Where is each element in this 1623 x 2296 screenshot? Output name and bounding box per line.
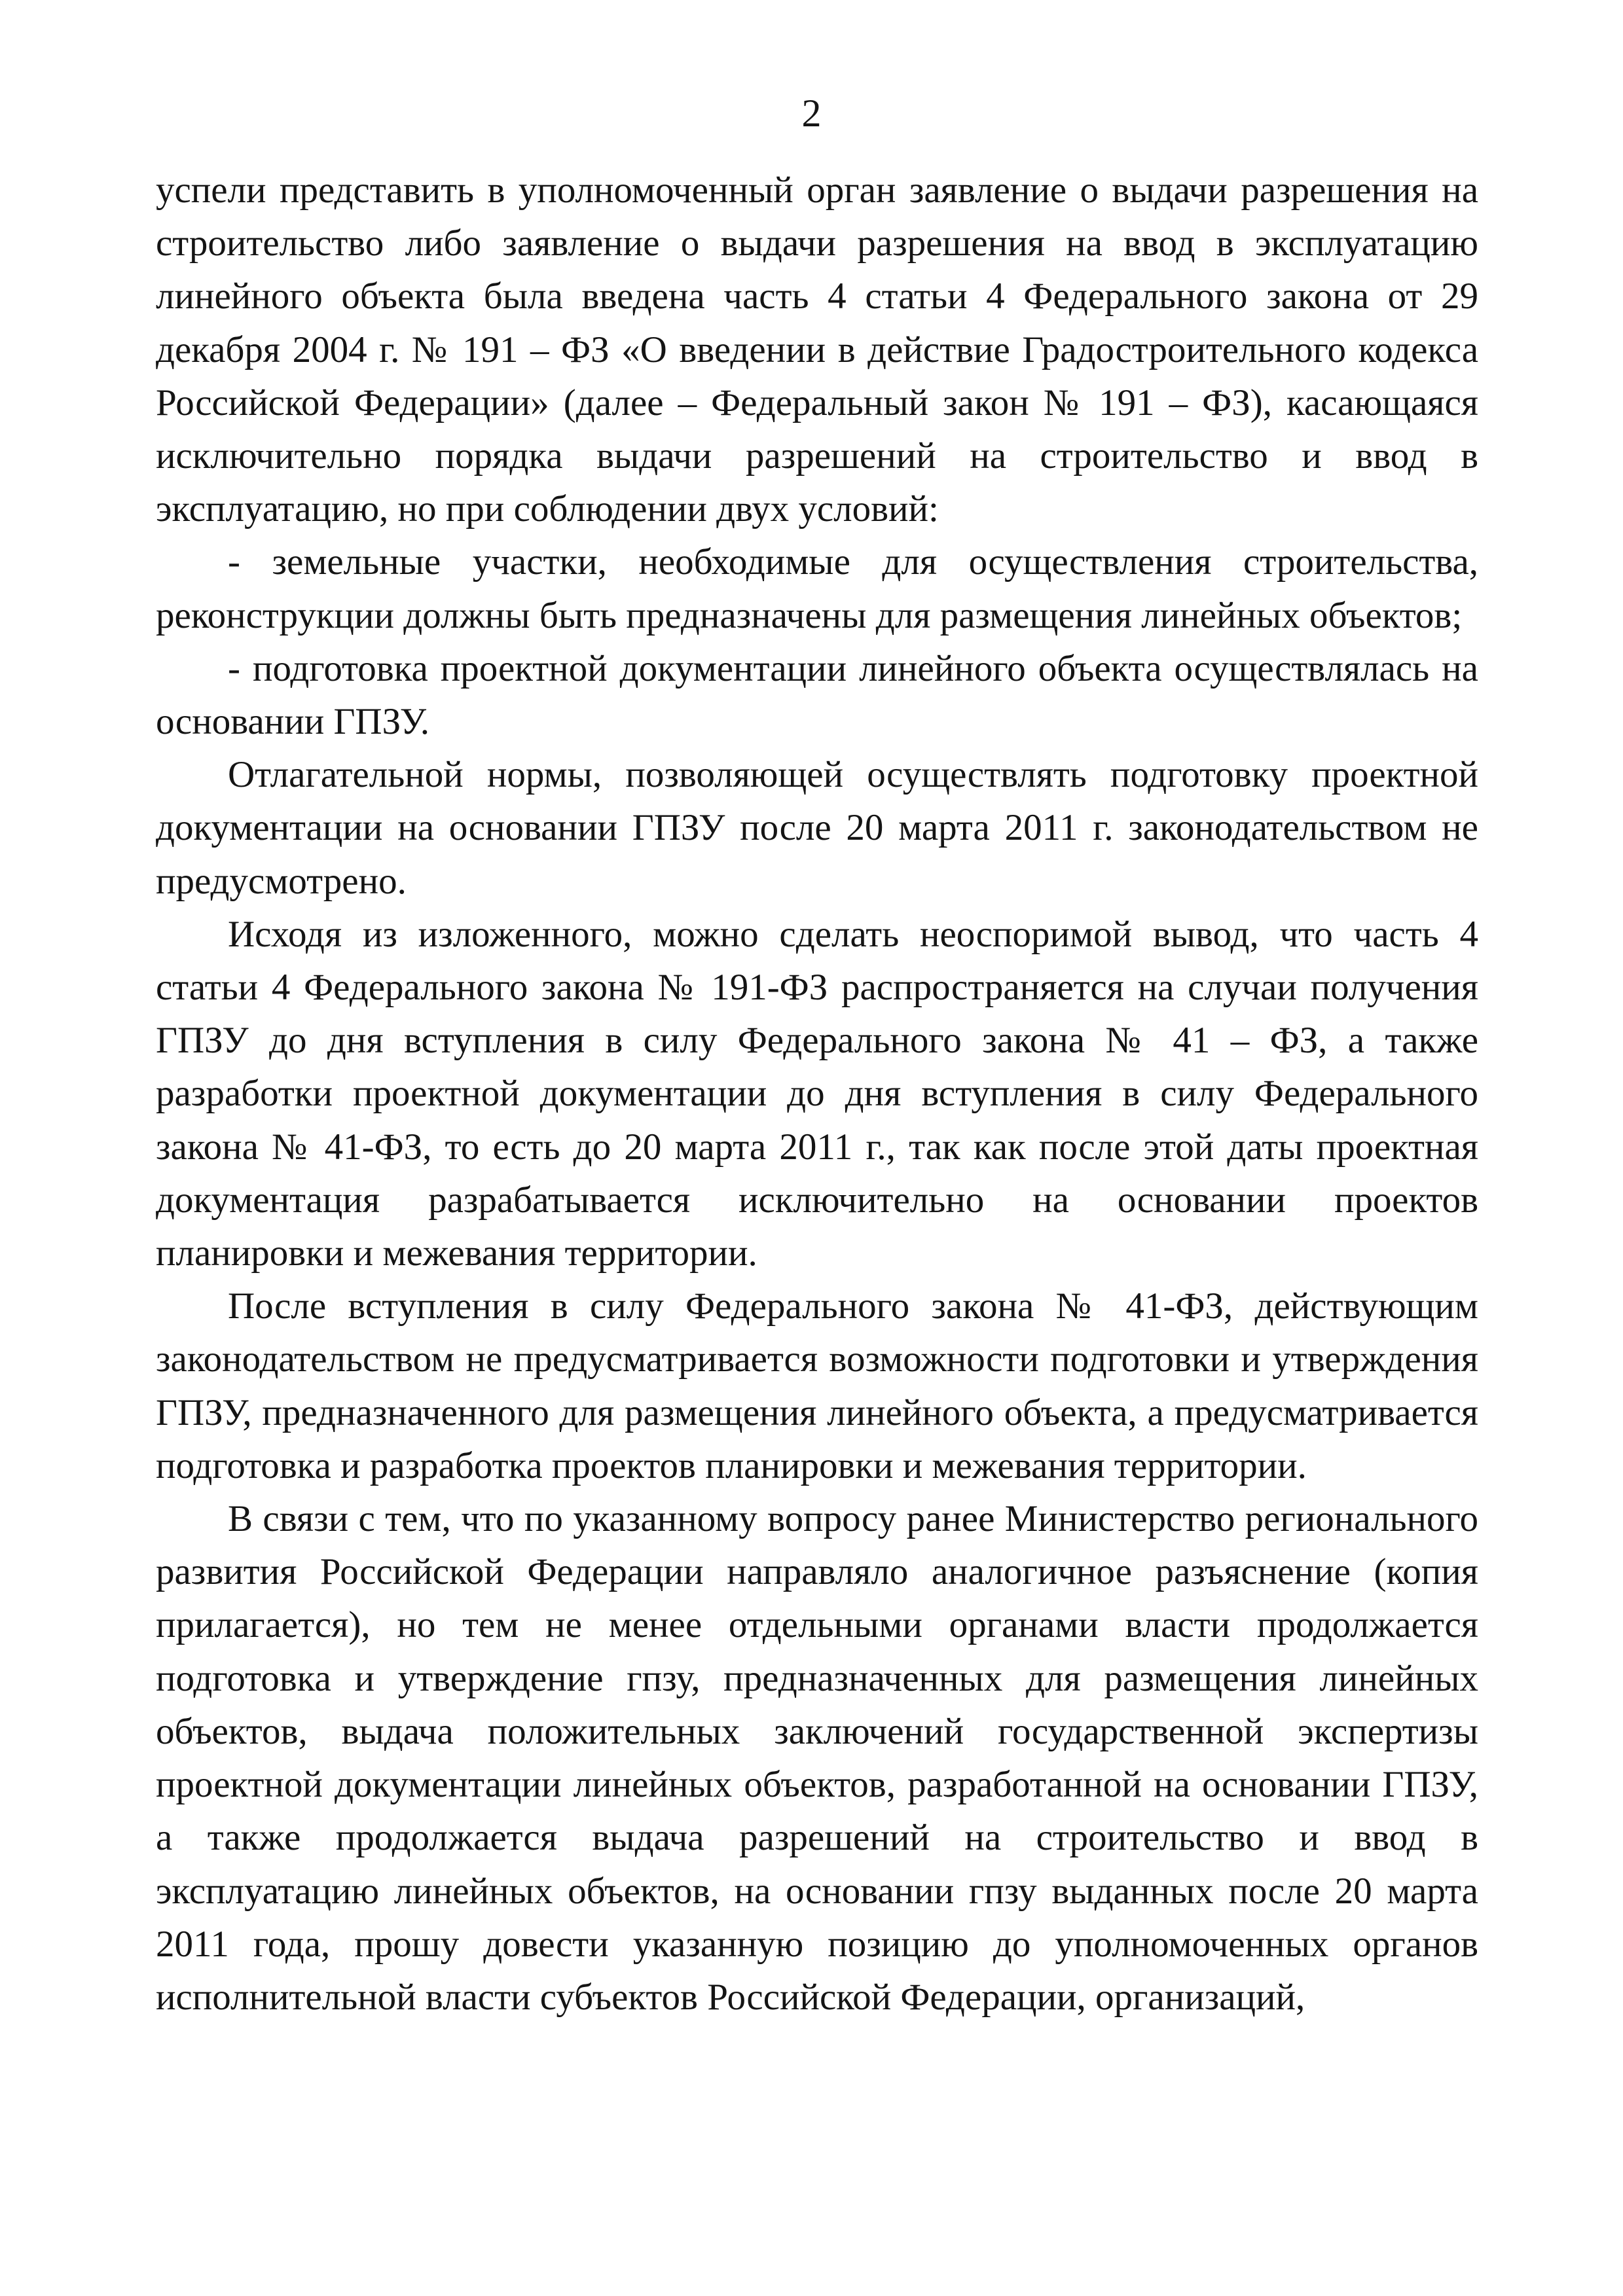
paragraph-continuation: успели представить в уполномоченный орган заявление о выдачи разрешения на строительство либо заявление о выдачи разрешения на ввод в эксплуатацию линейного объекта была введена часть 4 статьи 4 Федерального закона от 29 декабря 2004 г. № 191 – ФЗ «О введении в действие Градостроительного кодекса Российской Федерации» (далее – Федеральный закон № 191 – ФЗ), касающаяся исключительно порядка выдачи разрешений на строительство и ввод в эксплуатацию, но при соблюдении двух условий:: [156, 170, 1478, 530]
paragraph-condition-project-docs: - подготовка проектной документации линейного объекта осуществлялась на основании ГПЗУ.: [156, 647, 1478, 743]
paragraph-no-deferral-norm: Отлагательной нормы, позволяющей осуществлять подготовку проектной документации на основании ГПЗУ после 20 марта 2011 г. законодательством не предусмотрено.: [156, 754, 1478, 902]
paragraph-after-41fz: После вступления в силу Федерального закона № 41-ФЗ, действующим законодательством не предусматривается возможности подготовки и утверждения ГПЗУ, предназначенного для размещения линейного объекта, а предусматривается подготовка и разработка проектов планировки и межевания территории.: [156, 1285, 1478, 1486]
page-number: 2: [801, 92, 822, 135]
document-body: [156, 164, 1478, 2024]
paragraph-condition-land-plots: - земельные участки, необходимые для осуществления строительства, реконструкции должны быть предназначены для размещения линейных объектов;: [156, 541, 1478, 636]
paragraph-request: В связи с тем, что по указанному вопросу ранее Министерство регионального развития Российской Федерации направляло аналогичное разъяснение (копия прилагается), но тем не менее отдельными органами власти продолжается подготовка и утверждение гпзу, предназначенных для размещения линейных объектов, выдача положительных заключений государственной экспертизы проектной документации линейных объектов, разработанной на основании ГПЗУ, а также продолжается выдача разрешений на строительство и ввод в эксплуатацию линейных объектов, на основании гпзу выданных после 20 марта 2011 года, прошу довести указанную позицию до уполномоченных органов исполнительной власти субъектов Российской Федерации, организаций,: [156, 1498, 1478, 2018]
paragraph-conclusion: Исходя из изложенного, можно сделать неоспоримой вывод, что часть 4 статьи 4 Федерального закона № 191-ФЗ распространяется на случаи получения ГПЗУ до дня вступления в силу Федерального закона № 41 – ФЗ, а также разработки проектной документации до дня вступления в силу Федерального закона № 41-ФЗ, то есть до 20 марта 2011 г., так как после этой даты проектная документация разрабатывается исключительно на основании проектов планировки и межевания территории.: [156, 913, 1478, 1274]
